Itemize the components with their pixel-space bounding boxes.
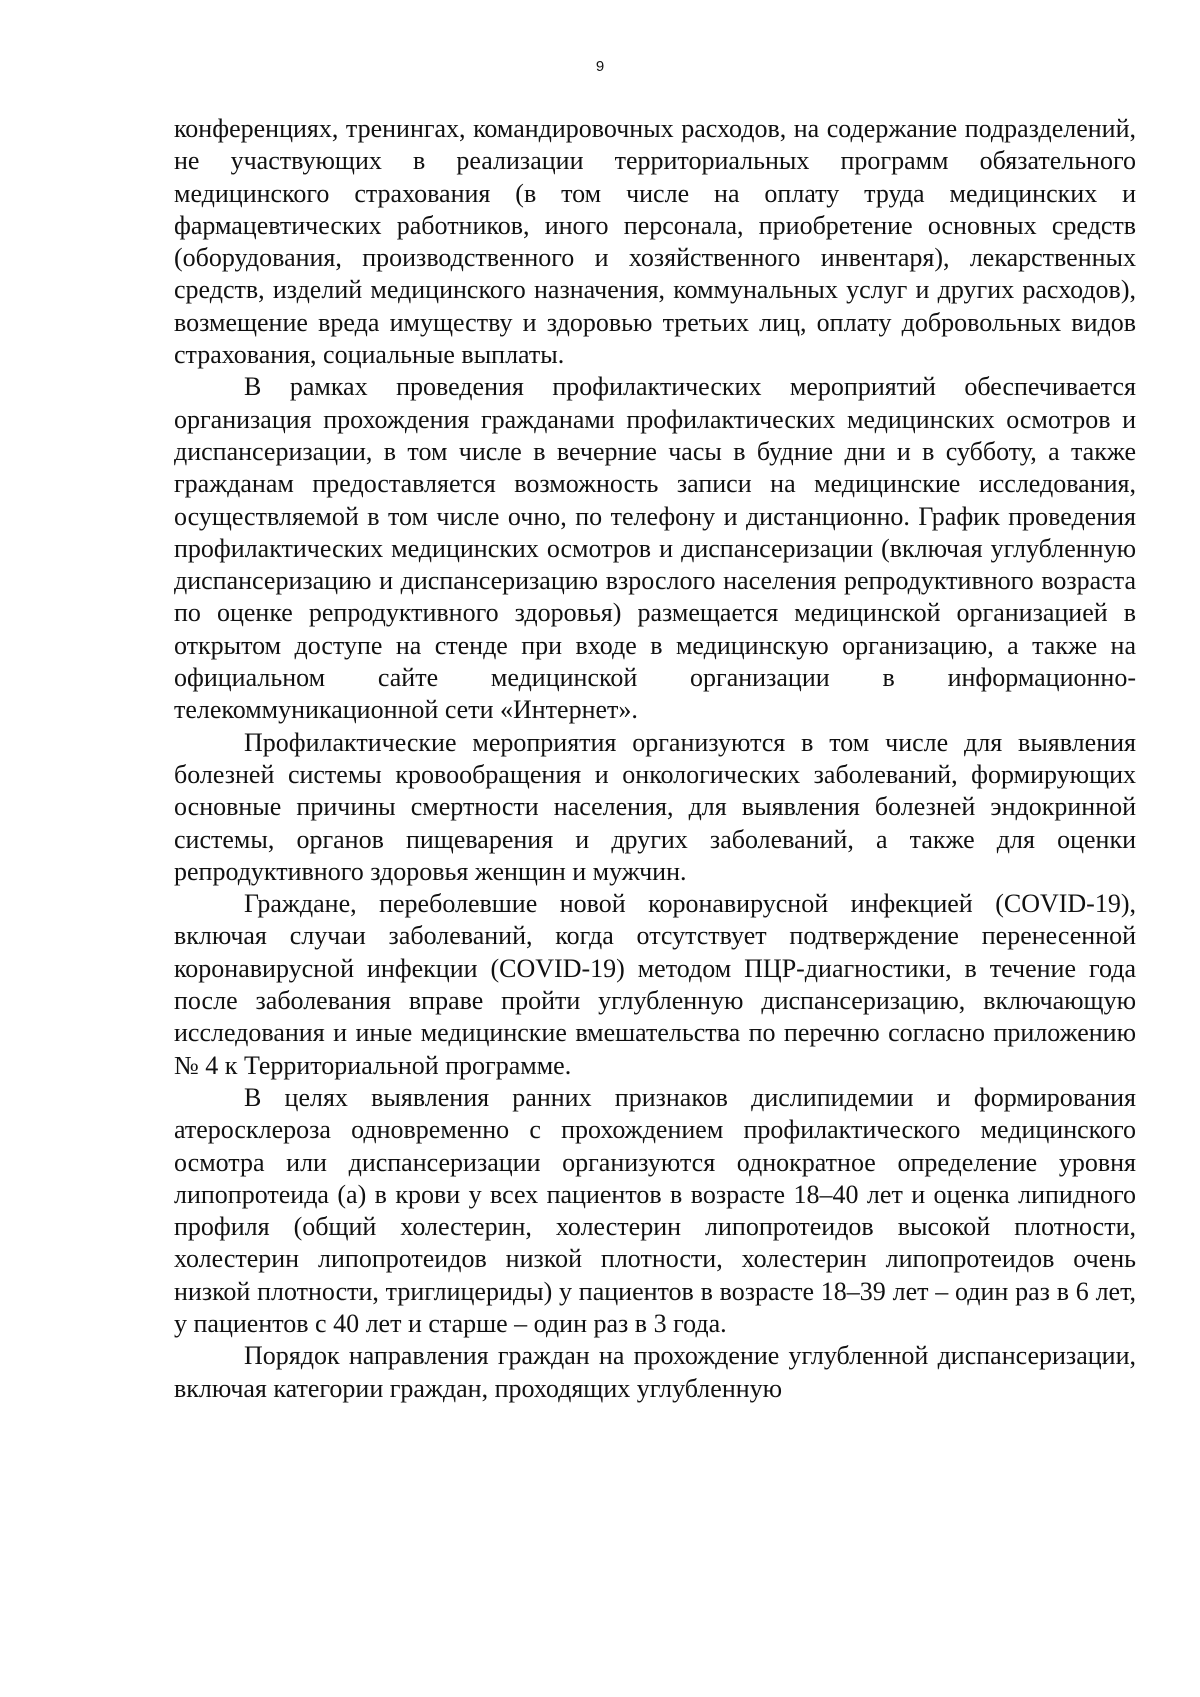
paragraph-5: В целях выявления ранних признаков дислипидемии и формирования атеросклероза одновременно с прохождением профилактического медицинского осмотра или диспансеризации организуются однократное определение уровня липопротеида (а) в крови у всех пациентов в возрасте 18–40 лет и оценка липидного профиля (общий холестерин, холестерин липопротеидов высокой плотности, холестерин липопротеидов низкой плотности, холестерин липопротеидов очень низкой плотности, триглицериды) у пациентов в возрасте 18–39 лет – один раз в 6 лет, у пациентов с 40 лет и старше – один раз в 3 года. xyxy=(174,1082,1136,1338)
paragraph-1: конференциях, тренингах, командировочных расходов, на содержание подразделений, не участвующих в реализации территориальных программ обязательного медицинского страхования (в том числе на оплату труда медицинских и фармацевтических работников, иного персонала, приобретение основных средств (оборудования, производственного и хозяйственного инвентаря), лекарственных средств, изделий медицинского назначения, коммунальных услуг и других расходов), возмещение вреда имуществу и здоровью третьих лиц, оплату добровольных видов страхования, социальные выплаты. xyxy=(174,114,1136,370)
paragraph-3: Профилактические мероприятия организуются в том числе для выявления болезней системы кровообращения и онкологических заболеваний, формирующих основные причины смертности населения, для выявления болезней эндокринной системы, органов пищеварения и других заболеваний, а также для оценки репродуктивного здоровья женщин и мужчин. xyxy=(174,727,1136,886)
paragraph-6: Порядок направления граждан на прохождение углубленной диспансеризации, включая категории граждан, проходящих углубленную xyxy=(174,1341,1136,1403)
document-body xyxy=(174,113,1136,1405)
paragraph-2: В рамках проведения профилактических мероприятий обеспечивается организация прохождения гражданами профилактических медицинских осмотров и диспансеризации, в том числе в вечерние часы в будние дни и в субботу, а также гражданам предоставляется возможность записи на медицинские исследования, осуществляемой в том числе очно, по телефону и дистанционно. График проведения профилактических медицинских осмотров и диспансеризации (включая углубленную диспансеризацию и диспансеризацию взрослого населения репродуктивного возраста по оценке репродуктивного здоровья) размещается медицинской организацией в открытом доступе на стенде при входе в медицинскую организацию, а также на официальном сайте медицинской организации в информационно-телекоммуникационной сети «Интернет». xyxy=(174,372,1136,725)
paragraph-4: Граждане, переболевшие новой коронавирусной инфекцией (COVID-19), включая случаи заболеваний, когда отсутствует подтверждение перенесенной коронавирусной инфекции (COVID-19) методом ПЦР-диагностики, в течение года после заболевания вправе пройти углубленную диспансеризацию, включающую исследования и иные медицинские вмешательства по перечню согласно приложению № 4 к Территориальной программе. xyxy=(174,889,1136,1080)
page-number: 9 xyxy=(595,58,605,75)
